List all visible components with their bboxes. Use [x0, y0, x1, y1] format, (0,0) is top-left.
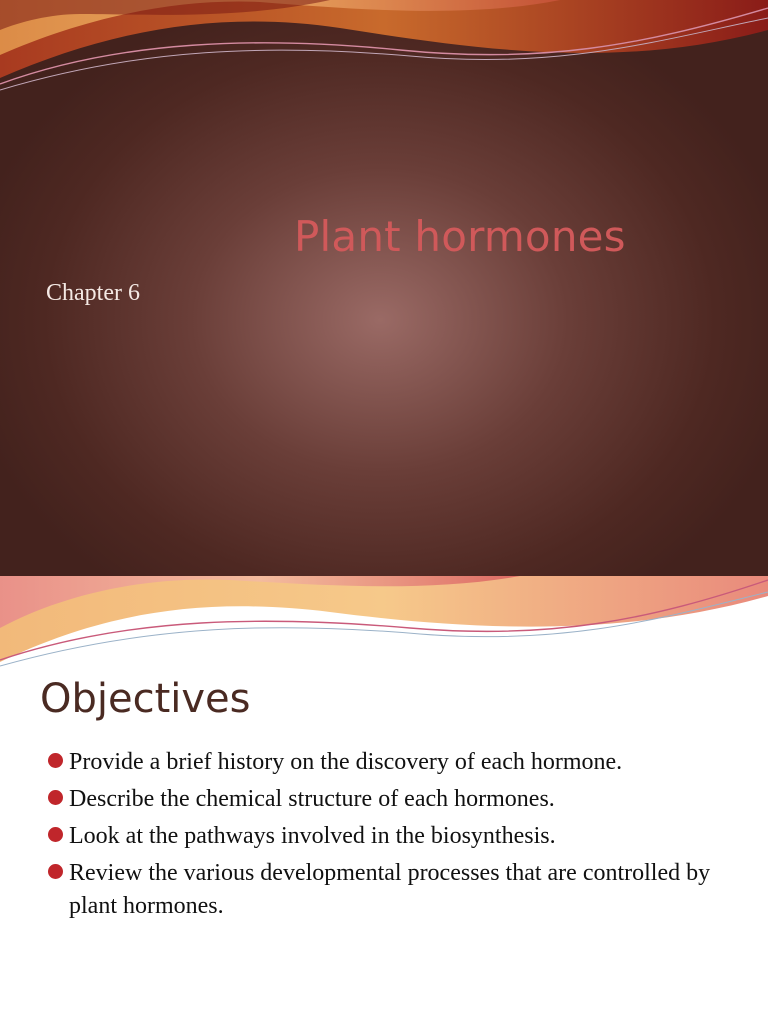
- list-item: [44, 746, 724, 779]
- objectives-slide: [0, 576, 768, 1024]
- slide-title: Plant hormones: [294, 212, 626, 261]
- bullet-icon: [48, 790, 63, 805]
- list-item-text: Provide a brief history on the discovery of each hormone.: [69, 749, 623, 775]
- objectives-heading: Objectives: [40, 676, 251, 722]
- decorative-wave-header: [0, 0, 768, 110]
- slide-subtitle: Chapter 6: [46, 280, 140, 306]
- bullet-icon: [48, 864, 63, 879]
- list-item: [44, 820, 724, 853]
- list-item: [44, 857, 724, 923]
- list-item-text: Look at the pathways involved in the biosynthesis.: [69, 823, 556, 849]
- list-item-text: Review the various developmental processes that are controlled by plant hormones.: [69, 860, 711, 919]
- list-item: [44, 783, 724, 816]
- list-item-text: Describe the chemical structure of each hormones.: [69, 786, 555, 812]
- objectives-list: [44, 746, 724, 927]
- decorative-wave-header: [0, 576, 768, 676]
- bullet-icon: [48, 753, 63, 768]
- bullet-icon: [48, 827, 63, 842]
